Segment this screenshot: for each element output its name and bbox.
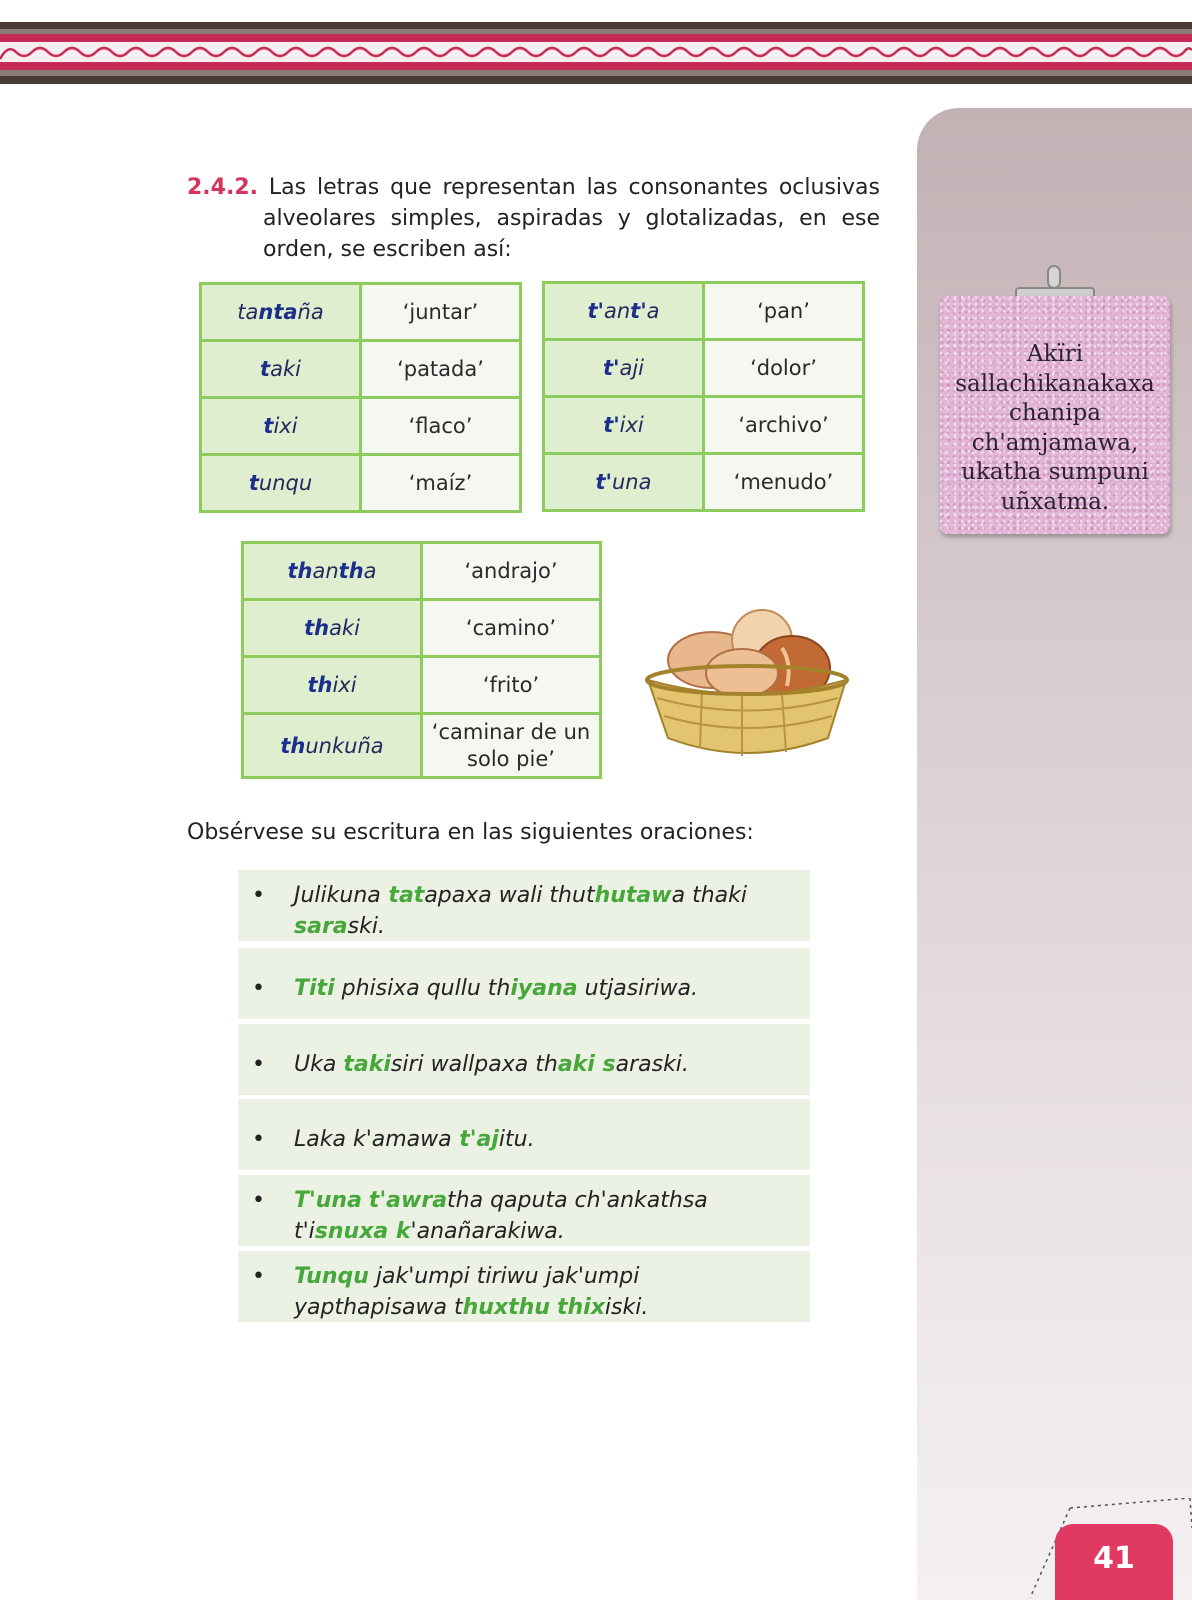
sentence-item bbox=[238, 1099, 810, 1170]
section-heading bbox=[187, 172, 880, 265]
note-line: ukatha sumpuni bbox=[961, 459, 1149, 485]
table-row bbox=[201, 398, 521, 455]
table-row bbox=[544, 397, 864, 454]
table-row bbox=[243, 600, 601, 657]
meaning-cell: ‘camino’ bbox=[422, 600, 601, 657]
word-cell: t'ant'a bbox=[544, 283, 704, 340]
meaning-cell: ‘juntar’ bbox=[361, 284, 521, 341]
word-cell: t'una bbox=[544, 454, 704, 511]
sentence-item bbox=[238, 948, 810, 1019]
sentence-item bbox=[238, 870, 810, 941]
word-cell: tixi bbox=[201, 398, 361, 455]
note-line: uñxatma. bbox=[1000, 488, 1110, 515]
decorative-top-band bbox=[0, 22, 1192, 84]
sentence-text: Uka takisiri wallpaxa thaki saraski. bbox=[294, 1052, 689, 1077]
note-line: sallachikanakaxa bbox=[955, 370, 1155, 397]
note-line: ch'amjamawa, bbox=[971, 429, 1139, 456]
sentence-item bbox=[238, 1175, 810, 1246]
table-row bbox=[544, 283, 864, 340]
table-row bbox=[201, 284, 521, 341]
bullet-point: • bbox=[252, 1188, 265, 1213]
meaning-cell: ‘archivo’ bbox=[704, 397, 864, 454]
word-cell: t'ixi bbox=[544, 397, 704, 454]
sentence-text: T'una t'awratha qaputa ch'ankathsa t'isnuxa k'anañarakiwa. bbox=[294, 1188, 708, 1244]
bullet-point: • bbox=[252, 1127, 265, 1152]
word-cell: t'aji bbox=[544, 340, 704, 397]
meaning-cell: ‘menudo’ bbox=[704, 454, 864, 511]
sentence-text: Laka k'amawa t'ajitu. bbox=[294, 1127, 535, 1152]
sentence-item bbox=[238, 1024, 810, 1095]
sentence-text: Tunqu jak'umpi tiriwu jak'umpi yapthapisawa thuxthu thixiski. bbox=[294, 1264, 649, 1320]
table-row bbox=[243, 657, 601, 714]
word-cell: tantaña bbox=[201, 284, 361, 341]
word-cell: thaki bbox=[243, 600, 422, 657]
meaning-cell: ‘andrajo’ bbox=[422, 543, 601, 600]
sentence-text: Titi phisixa qullu thiyana utjasiriwa. bbox=[294, 976, 698, 1001]
table-row bbox=[201, 455, 521, 512]
page-number-tab: 41 bbox=[1055, 1524, 1173, 1600]
note-line: Akïri bbox=[1026, 341, 1084, 367]
note-line: chanipa bbox=[1008, 400, 1101, 426]
meaning-cell: ‘caminar de un solo pie’ bbox=[422, 714, 601, 778]
observe-instruction: Obsérvese su escritura en las siguientes oraciones: bbox=[187, 820, 754, 845]
simple-consonant-table bbox=[199, 282, 522, 513]
meaning-cell: ‘dolor’ bbox=[704, 340, 864, 397]
tip-note-text bbox=[940, 340, 1170, 517]
sentence-item bbox=[238, 1251, 810, 1322]
table-row bbox=[544, 454, 864, 511]
meaning-cell: ‘pan’ bbox=[704, 283, 864, 340]
meaning-cell: ‘flaco’ bbox=[361, 398, 521, 455]
bread-basket-image bbox=[642, 598, 852, 763]
bullet-point: • bbox=[252, 1052, 265, 1077]
table-row bbox=[243, 543, 601, 600]
bullet-point: • bbox=[252, 976, 265, 1001]
aspirated-consonant-table bbox=[241, 541, 602, 779]
tip-note-card bbox=[940, 296, 1170, 534]
meaning-cell: ‘frito’ bbox=[422, 657, 601, 714]
section-text: Las letras que representan las consonantes oclusivas alveolares simples, aspiradas y glotalizadas, en ese orden, se escriben así: bbox=[263, 175, 880, 262]
word-cell: thixi bbox=[243, 657, 422, 714]
table-row bbox=[201, 341, 521, 398]
word-cell: thunkuña bbox=[243, 714, 422, 778]
glottalized-consonant-table bbox=[542, 281, 865, 512]
section-number: 2.4.2. bbox=[187, 175, 258, 200]
word-cell: taki bbox=[201, 341, 361, 398]
meaning-cell: ‘patada’ bbox=[361, 341, 521, 398]
word-cell: tunqu bbox=[201, 455, 361, 512]
bullet-point: • bbox=[252, 1264, 265, 1289]
sentence-text: Julikuna tatapaxa wali thuthutawa thaki saraski. bbox=[294, 883, 747, 939]
table-row bbox=[544, 340, 864, 397]
word-cell: thantha bbox=[243, 543, 422, 600]
bullet-point: • bbox=[252, 883, 265, 908]
meaning-cell: ‘maíz’ bbox=[361, 455, 521, 512]
table-row bbox=[243, 714, 601, 778]
